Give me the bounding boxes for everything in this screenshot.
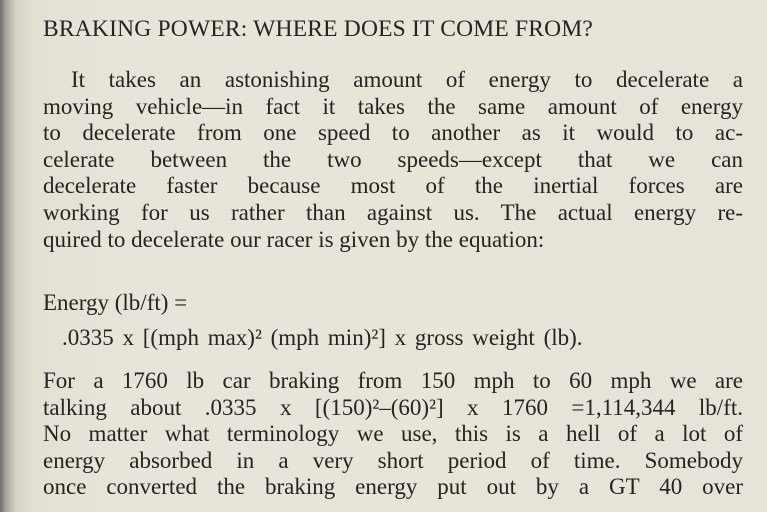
text-line: No matter what terminology we use, this is a hell of a lot of <box>43 421 743 447</box>
text-line: celerate between the two speeds—except that we can <box>43 146 743 172</box>
text-line: energy absorbed in a very short period of time. Somebody <box>43 447 743 473</box>
text-line: to decelerate from one speed to another as it would to ac- <box>43 120 743 146</box>
section-heading: BRAKING POWER: WHERE DOES IT COME FROM? <box>43 16 594 42</box>
text-line: quired to decelerate our racer is given by the equation: <box>43 226 545 252</box>
equation-label: Energy (lb/ft) = <box>43 290 188 315</box>
paragraph-example <box>43 368 743 501</box>
text-line: talking about .0335 x [(150)²–(60)²] x 1760 =1,114,344 lb/ft. <box>43 394 743 420</box>
paragraph-intro <box>43 67 743 253</box>
text-line: It takes an astonishing amount of energy to decelerate a <box>71 67 743 92</box>
equation-body: .0335 x [(mph max)² (mph min)²] x gross weight (lb). <box>62 325 583 350</box>
text-line: moving vehicle—in fact it takes the same amount of energy <box>43 93 743 119</box>
text-line: decelerate faster because most of the inertial forces are <box>43 173 743 199</box>
text-line: For a 1760 lb car braking from 150 mph to 60 mph we are <box>43 368 743 393</box>
text-line: once converted the braking energy put out by a GT 40 over <box>43 474 743 500</box>
text-line: working for us rather than against us. The actual energy re- <box>43 199 743 225</box>
